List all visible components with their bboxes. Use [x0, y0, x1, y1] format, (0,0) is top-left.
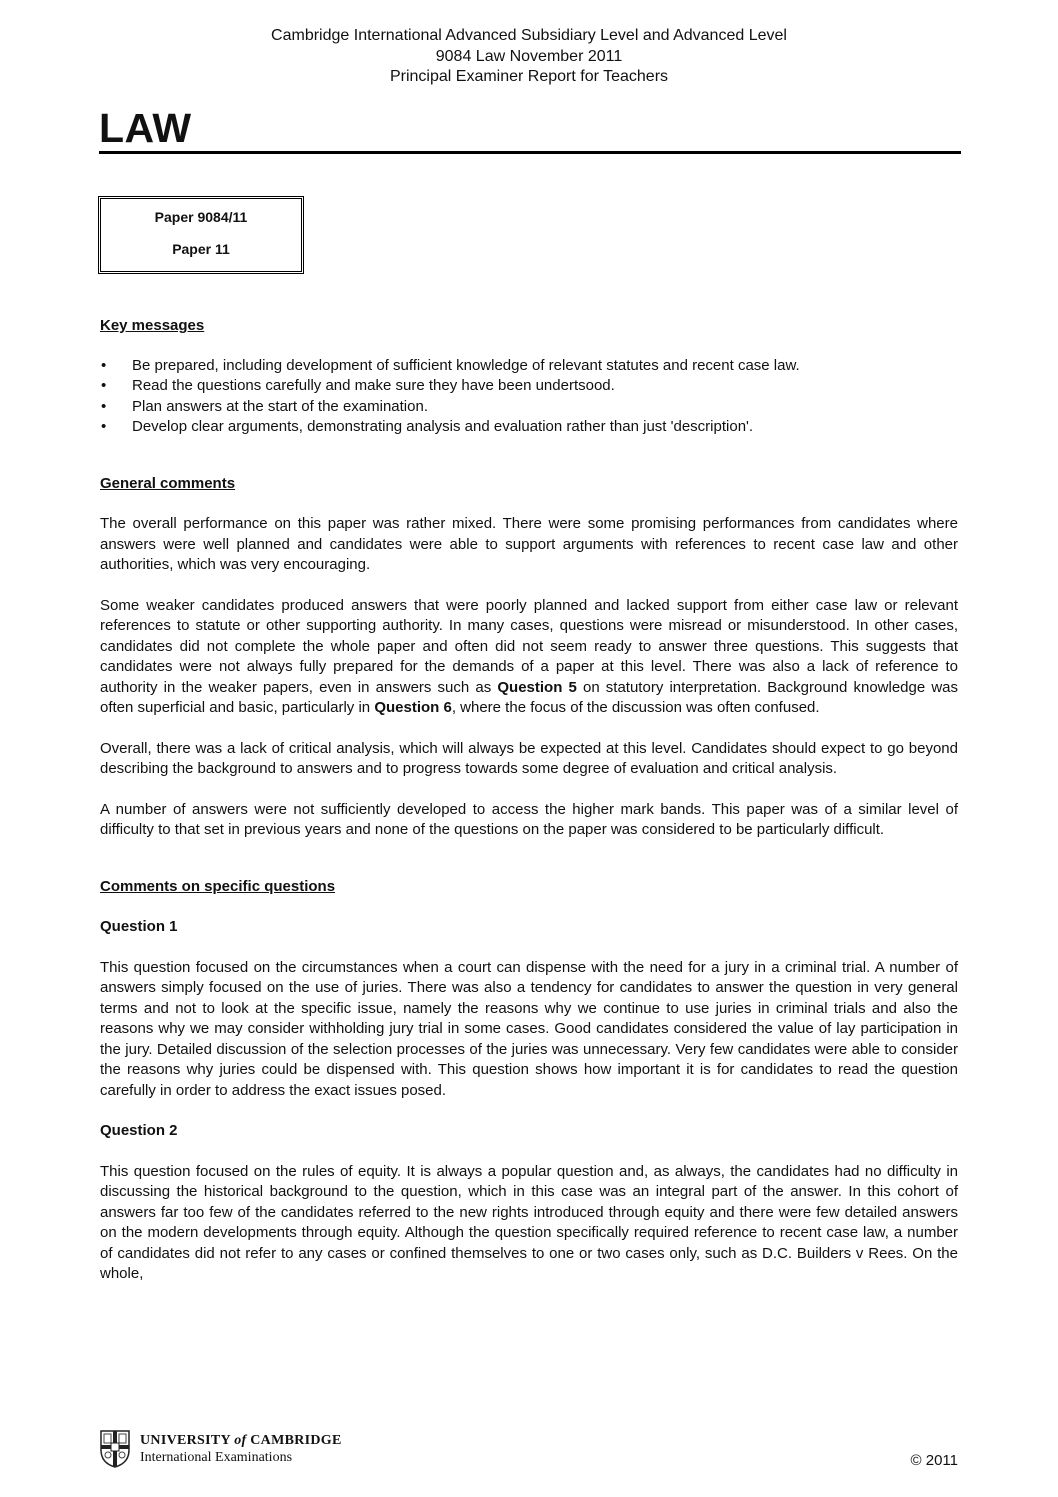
question-1-comment: This question focused on the circumstances when a court can dispense with the need for a jury in a criminal trial. A number of answers simply focused on the use of juries. There was also a tendency for candidates to answer the question in very general terms and not to look at the specific issue, namely the reasons why we continue to use juries in criminal trials and also the reasons why we may consider withholding jury trial in some cases. Good candidates considered the value of lay participation in the jury. Detailed discussion of the selection processes of the juries was unnecessary. Very few candidates were able to consider the reasons why juries could be dispensed with. This question shows how important it is for candidates to read the question carefully in order to address the exact issues posed.: [100, 958, 958, 1099]
question-reference: Question 5: [497, 678, 577, 696]
paper-name: Paper 11: [172, 241, 230, 257]
subject-title: LAW: [99, 105, 192, 151]
general-comments-heading: General comments: [100, 474, 236, 492]
question-2-heading: Question 2: [100, 1122, 178, 1139]
university-logo: [100, 1430, 340, 1474]
logo-subtitle: International Examinations: [140, 1450, 293, 1465]
crest-icon: [100, 1430, 130, 1468]
paragraph-text: , where the focus of the discussion was often confused.: [451, 699, 820, 716]
header-line-report-type: Principal Examiner Report for Teachers: [389, 68, 669, 85]
paper-box: [98, 196, 304, 274]
paragraph-text: on statutory interpretation. Background knowledge was often superficial and basic, particularly in: [100, 678, 959, 716]
list-item-text: Plan answers at the start of the examination.: [132, 397, 428, 415]
bullet-icon: •: [101, 377, 107, 394]
header-line-syllabus: 9084 Law November 2011: [435, 47, 623, 65]
question-1-heading: Question 1: [100, 918, 178, 935]
general-comments-paragraph: [100, 596, 958, 719]
list-item-text: Develop clear arguments, demonstrating analysis and evaluation rather than just 'description'.: [132, 418, 754, 435]
bullet-icon: •: [101, 356, 107, 374]
list-item: [100, 417, 958, 438]
list-item: [100, 356, 958, 377]
logo-university-name: UNIVERSITY of CAMBRIDGE: [140, 1433, 342, 1448]
key-messages-heading: Key messages: [100, 317, 205, 334]
paragraph-text: Some weaker candidates produced answers that were poorly planned and lacked support from either case law or relevant references to statute or other supporting authority. In many cases, questions were misread or misunderstood. In other cases, candidates did not complete the whole paper and often did not seem ready to answer three questions. This suggests that candidates were not always fully prepared for the demands of a paper at this level. There was also a lack of reference to authority in the weaker papers, even in answers such as: [100, 596, 958, 696]
specific-questions-heading: Comments on specific questions: [100, 877, 336, 895]
question-2-comment: This question focused on the rules of equity. It is always a popular question and, as always, the candidates had no difficulty in discussing the historical background to the question, which in this case was an integral part of the answer. In this cohort of answers far too few of the candidates referred to the new rights introduced through equity and there were few detailed answers on the modern developments through equity. Although the question specifically required reference to recent case law, a number of candidates did not refer to any cases or confined themselves to one or two cases only, such as D.C. Builders v Rees. On the whole,: [100, 1162, 958, 1282]
bullet-icon: •: [101, 418, 107, 435]
report-body: [100, 316, 958, 1285]
copyright-notice: © 2011: [910, 1452, 958, 1469]
general-comments-paragraph: A number of answers were not sufficiently developed to access the higher mark bands. This paper was of a similar level of difficulty to that set in previous years and none of the questions on the paper was considered to be particularly difficult.: [100, 800, 958, 838]
list-item-text: Be prepared, including development of sufficient knowledge of relevant statutes and recent case law.: [132, 356, 800, 374]
list-item-text: Read the questions carefully and make sure they have been undertsood.: [132, 377, 615, 394]
logo-wordmark: [140, 1432, 342, 1466]
header-line-qualification: Cambridge International Advanced Subsidiary Level and Advanced Level: [271, 27, 787, 44]
paper-code: Paper 9084/11: [154, 209, 248, 225]
list-item: [100, 376, 958, 397]
list-item: [100, 397, 958, 418]
general-comments-paragraph: The overall performance on this paper was rather mixed. There were some promising performances from candidates where answers were well planned and candidates were able to support arguments with references to recent case law and other authorities, which was very encouraging.: [100, 515, 958, 573]
key-messages-list: [100, 356, 958, 438]
general-comments-paragraph: Overall, there was a lack of critical analysis, which will always be expected at this level. Candidates should expect to go beyond describing the background to answers and to progress towards some degree of evaluation and critical analysis.: [100, 739, 958, 777]
report-header: [0, 26, 1058, 88]
title-divider: [99, 151, 961, 154]
bullet-icon: •: [101, 397, 107, 415]
question-reference: Question 6: [374, 699, 452, 716]
